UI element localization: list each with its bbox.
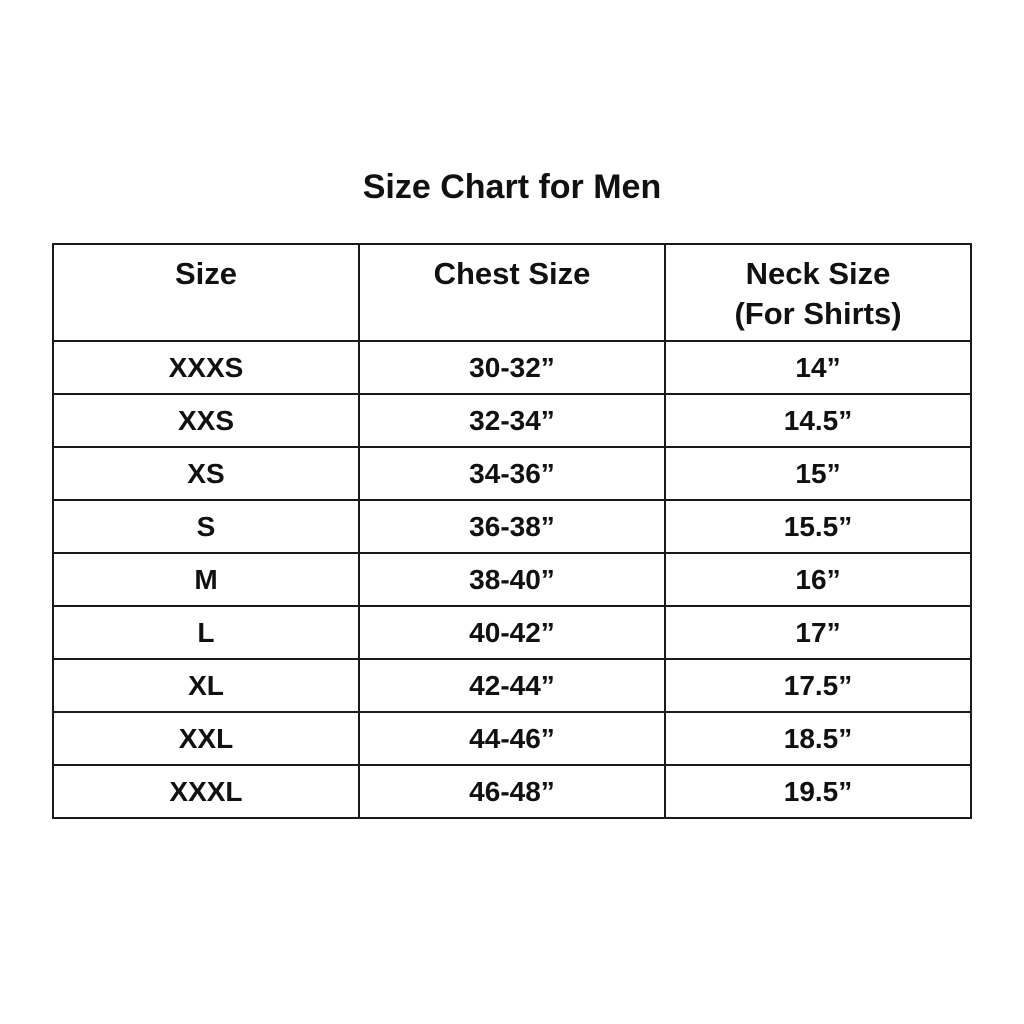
chest-size-cell: 38-40” (359, 553, 665, 606)
neck-size-cell: 15.5” (665, 500, 971, 553)
neck-size-cell: 17.5” (665, 659, 971, 712)
chest-size-cell: 36-38” (359, 500, 665, 553)
table-row (53, 341, 971, 394)
table-row (53, 447, 971, 500)
size-chart-table (52, 243, 972, 819)
size-cell: M (53, 553, 359, 606)
column-header-chest-size (359, 244, 665, 341)
size-cell: XXXL (53, 765, 359, 818)
column-header-chest-size-label: Chest Size (433, 256, 591, 291)
column-header-size (53, 244, 359, 341)
neck-size-cell: 14” (665, 341, 971, 394)
table-header-row (53, 244, 971, 341)
chest-size-cell: 46-48” (359, 765, 665, 818)
size-cell: XL (53, 659, 359, 712)
column-header-size-label: Size (174, 256, 237, 291)
table-row (53, 500, 971, 553)
chest-size-cell: 44-46” (359, 712, 665, 765)
column-header-neck-size (665, 244, 971, 341)
neck-size-cell: 16” (665, 553, 971, 606)
page-title: Size Chart for Men (362, 168, 662, 206)
table-body (53, 341, 971, 818)
size-cell: XXL (53, 712, 359, 765)
table-row (53, 553, 971, 606)
column-header-neck-size-label-line1: Neck Size (745, 256, 891, 291)
table-row (53, 712, 971, 765)
chest-size-cell: 32-34” (359, 394, 665, 447)
size-cell: XXS (53, 394, 359, 447)
neck-size-cell: 15” (665, 447, 971, 500)
chest-size-cell: 42-44” (359, 659, 665, 712)
chest-size-cell: 34-36” (359, 447, 665, 500)
neck-size-cell: 19.5” (665, 765, 971, 818)
table-row (53, 394, 971, 447)
size-cell: L (53, 606, 359, 659)
chest-size-cell: 40-42” (359, 606, 665, 659)
table-row (53, 765, 971, 818)
table-row (53, 659, 971, 712)
size-cell: XS (53, 447, 359, 500)
size-cell: XXXS (53, 341, 359, 394)
neck-size-cell: 17” (665, 606, 971, 659)
size-cell: S (53, 500, 359, 553)
neck-size-cell: 18.5” (665, 712, 971, 765)
column-header-neck-size-label-line2: (For Shirts) (734, 296, 902, 331)
chest-size-cell: 30-32” (359, 341, 665, 394)
table-row (53, 606, 971, 659)
neck-size-cell: 14.5” (665, 394, 971, 447)
